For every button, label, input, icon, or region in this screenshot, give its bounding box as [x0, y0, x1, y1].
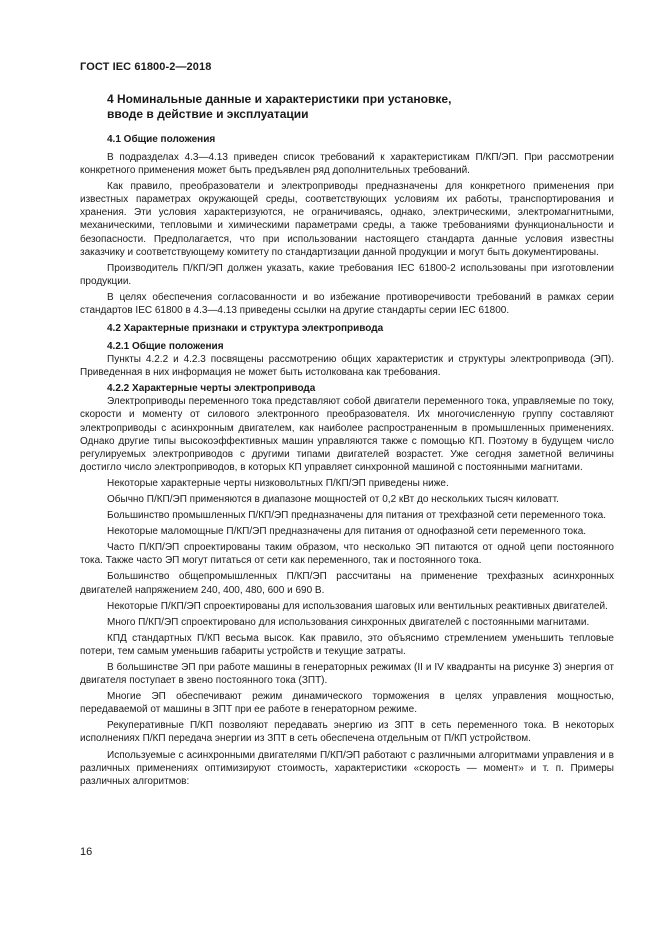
paragraph-4-1-a: В подразделах 4.3—4.13 приведен список требований к характеристикам П/КП/ЭП. При рассмотрении конкретного применения может быть предъявлен ряд дополнительных требований.	[80, 152, 614, 177]
section-4-title	[80, 92, 614, 122]
paragraph-4-2-2-n: Используемые с асинхронными двигателями П/КП/ЭП работают с различными алгоритмами управления и в различных применениях оптимизируют стоимость, характеристики «скорость — момент» и т. п. Примеры различных алгоритмов:	[80, 749, 614, 787]
paragraph-4-1-d: В целях обеспечения согласованности и во избежание противоречивости требований в рамках серии стандартов IEC 61800 в 4.3—4.13 приведены ссылки на другие стандарты серии IEC 61800.	[80, 291, 614, 317]
paragraph-4-2-2-m: Рекуперативные П/КП позволяют передавать энергию из ЗПТ в сеть переменного тока. В некоторых исполнениях П/КП передача энергии из ЗПТ в сеть обеспечена отдельным от П/КП устройством.	[80, 720, 614, 745]
subsection-4-2-1-title: 4.2.1 Общие положения	[107, 341, 224, 353]
paragraph-4-2-2-a: Электроприводы переменного тока представляют собой двигатели переменного тока, управляемые по току, скорости и моменту от силового электронного преобразователя. Их многочисленную группу составляют электроприводы с асинхронным двигателем, как наиболее распространенным в промышленных применениях. Однако другие типы высокоэффективных машин управляются также с помощью КП. Поэтому в будущем число регулируемых электроприводов с другими типами двигателей возрастет. Уже сегодня заметной величины достигло число электроприводов, в которых КП управляет синхронной машиной с постоянными магнитами.	[80, 396, 614, 473]
paragraph-4-2-2-i: Много П/КП/ЭП спроектировано для использования синхронных двигателей с постоянными магнитами.	[107, 616, 590, 628]
paragraph-4-2-2-b: Некоторые характерные черты низковольтных П/КП/ЭП приведены ниже.	[107, 477, 449, 489]
page-body	[80, 92, 614, 791]
paragraph-4-1-c: Производитель П/КП/ЭП должен указать, какие требования IEC 61800-2 использованы при изготовлении продукции.	[80, 262, 614, 287]
paragraph-4-2-2-g: Большинство общепромышленных П/КП/ЭП рассчитаны на применение трехфазных асинхронных двигателей напряжением 240, 400, 480, 600 и 690 В.	[80, 571, 614, 596]
section-4-title-line-1: 4 Номинальные данные и характеристики при установке,	[107, 92, 452, 106]
subsection-4-2-title: 4.2 Характерные признаки и структура электропривода	[107, 323, 384, 335]
paragraph-4-2-2-h: Некоторые П/КП/ЭП спроектированы для использования шаговых или вентильных реактивных двигателей.	[107, 600, 608, 612]
paragraph-4-2-1: Пункты 4.2.2 и 4.2.3 посвящены рассмотрению общих характеристик и структуры электропривода (ЭП). Приведенная в них информация не может быть истолкована как требования.	[80, 354, 614, 379]
subsection-4-2-2-title: 4.2.2 Характерные черты электропривода	[107, 383, 316, 395]
paragraph-4-2-2-l: Многие ЭП обеспечивают режим динамического торможения в целях управления мощностью, передаваемой от машины в ЗПТ при ее работе в генераторном режиме.	[80, 691, 614, 716]
paragraph-4-2-2-j: КПД стандартных П/КП весьма высок. Как правило, это объяснимо стремлением уменьшить тепловые потери, тем самым уменьшив габариты устройств и текущие затраты.	[80, 632, 614, 657]
paragraph-4-2-2-c: Обычно П/КП/ЭП применяются в диапазоне мощностей от 0,2 кВт до нескольких тысяч киловатт.	[107, 493, 559, 505]
paragraph-4-2-2-d: Большинство промышленных П/КП/ЭП предназначены для питания от трехфазной сети переменного тока.	[107, 510, 606, 522]
subsection-4-1-title: 4.1 Общие положения	[107, 134, 216, 145]
paragraph-4-1-b: Как правило, преобразователи и электроприводы предназначены для конкретного применения при известных параметрах окружающей среды, соответствующих условиям их работы, транспортирования и хранения. Эти условия характеризуются, не ограничиваясь, однако, электрическими, электромагнитными, механическими, тепловыми и химическими параметрами среды, а также требованиями функциональности и безопасности. Предполагается, что при использовании настоящего стандарта данные условия известны заказчику и соответствующему комитету по стандартизации данной продукции и могут быть документированы.	[80, 181, 614, 258]
document-header: ГОСТ IEC 61800-2—2018	[80, 61, 212, 73]
paragraph-4-2-2-f: Часто П/КП/ЭП спроектированы таким образом, что несколько ЭП питаются от одной цепи постоянного тока. Также часто ЭП могут питаться от сети как переменного, так и постоянного тока.	[80, 542, 614, 567]
paragraph-4-2-2-e: Некоторые маломощные П/КП/ЭП предназначены для питания от однофазной сети переменного тока.	[107, 526, 587, 538]
section-4-title-line-2: вводе в действие и эксплуатации	[107, 107, 309, 121]
page-number: 16	[80, 846, 93, 858]
paragraph-4-2-2-k: В большинстве ЭП при работе машины в генераторных режимах (II и IV квадранты на рисунке 3) энергия от двигателя поступает в звено постоянного тока (ЗПТ).	[80, 662, 614, 687]
